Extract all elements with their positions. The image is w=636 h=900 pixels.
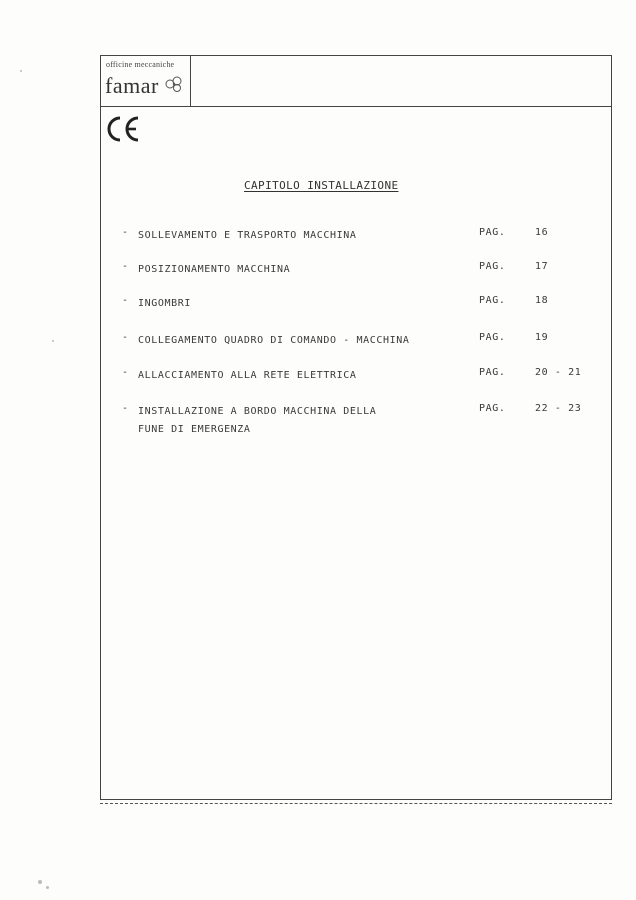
chapter-title: CAPITOLO INSTALLAZIONE <box>244 179 399 192</box>
toc-page-number: 20 - 21 <box>535 367 582 378</box>
toc-item-title: SOLLEVAMENTO E TRASPORTO MACCHINA <box>138 230 357 241</box>
logo-wordmark: famar <box>105 73 159 98</box>
toc-page-label: PAG. <box>479 227 506 238</box>
toc-bullet: - <box>122 261 129 272</box>
logo-subtitle: officine meccaniche <box>106 60 175 69</box>
famar-emblem-icon <box>164 74 184 94</box>
toc-item-title: COLLEGAMENTO QUADRO DI COMANDO - MACCHINA <box>138 335 410 346</box>
bottom-dashed-rule <box>100 803 612 804</box>
toc-bullet: - <box>122 367 129 378</box>
scan-speck <box>20 70 22 72</box>
scan-speck <box>38 880 42 884</box>
toc-page-label: PAG. <box>479 332 506 343</box>
toc-bullet: - <box>122 227 129 238</box>
toc-item-title: POSIZIONAMENTO MACCHINA <box>138 264 291 275</box>
toc-page-label: PAG. <box>479 295 506 306</box>
toc-page-number: 22 - 23 <box>535 403 582 414</box>
toc-item-title: INSTALLAZIONE A BORDO MACCHINA DELLA FUNE DI EMERGENZA <box>138 406 377 435</box>
toc-item-title: ALLACCIAMENTO ALLA RETE ELETTRICA <box>138 370 357 381</box>
company-logo <box>101 56 191 106</box>
scan-speck <box>46 886 49 889</box>
header-band <box>101 56 611 107</box>
toc-page-number: 18 <box>535 295 549 306</box>
toc-page-label: PAG. <box>479 367 506 378</box>
page-frame <box>100 55 612 800</box>
toc-item-title: INGOMBRI <box>138 298 191 309</box>
scan-speck <box>52 340 54 342</box>
toc-page-number: 16 <box>535 227 549 238</box>
toc-page-label: PAG. <box>479 261 506 272</box>
toc-page-label: PAG. <box>479 403 506 414</box>
toc-page-number: 17 <box>535 261 549 272</box>
ce-mark-icon <box>105 114 141 144</box>
toc-bullet: - <box>122 295 129 306</box>
toc-bullet: - <box>122 332 129 343</box>
toc-page-number: 19 <box>535 332 549 343</box>
toc-bullet: - <box>122 403 129 414</box>
